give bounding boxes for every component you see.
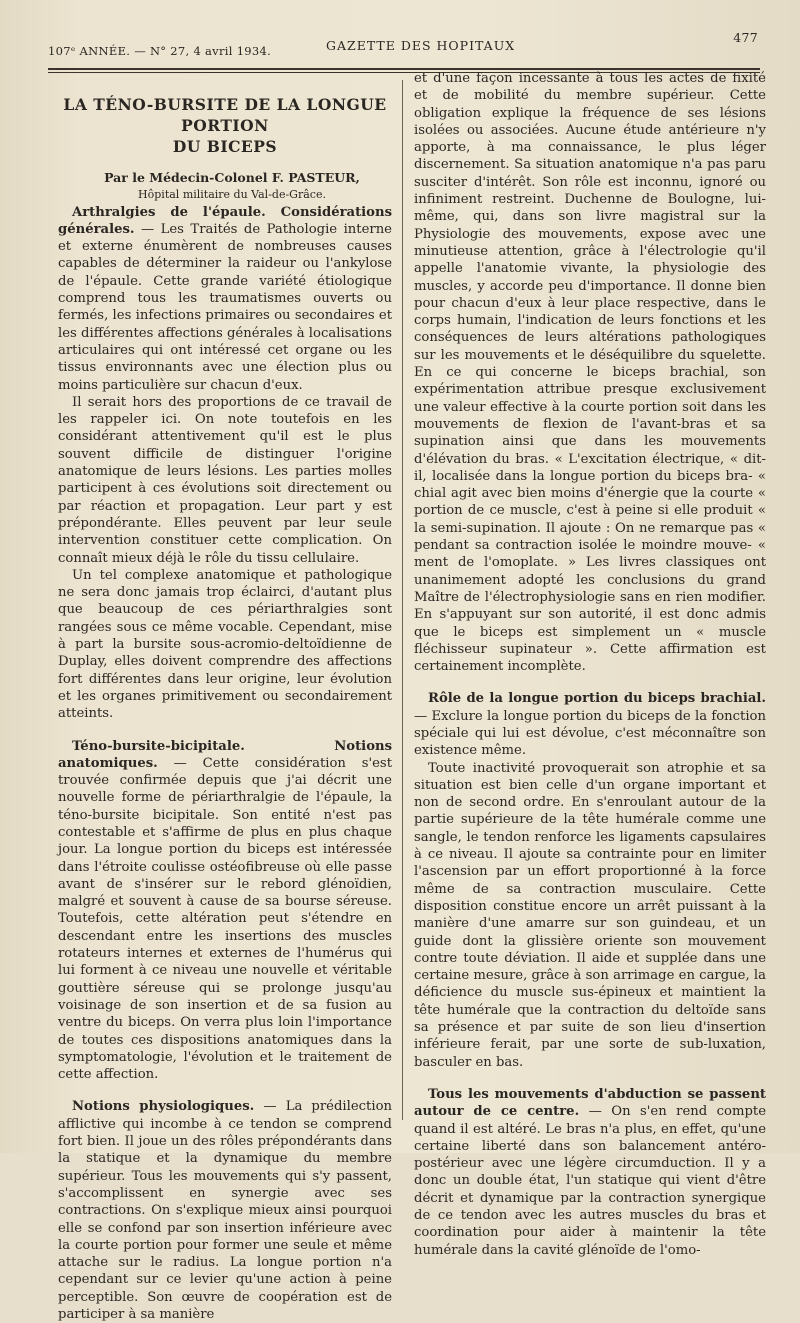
paragraph-text: — Cette considération s'est trouvée confirmée depuis que j'ai décrit une nouvelle forme de périarthralgie de l'épaule, la téno-bursite bicipitale. Son entité n'est pas contestable et s'affirme de plus en plus chaque jour. La longue portion du biceps est intéressée dans l'étroite coulisse ostéofibreuse où elle passe avant de s'insérer sur le rebord glénoïdien, malgré et souvent à cause de sa bourse séreuse. Toutefois, cette altération peut s'étendre en descendant entre les insertions des muscles rotateurs internes et externes de l'humérus qui lui forment à ce niveau une nouvelle et véritable gouttière séreuse qui se prolonge jusqu'au voisinage de son insertion et de sa fusion au ventre du biceps. On verra plus loin l'importance de toutes ces dispositions anatomiques dans la symptomatologie, l'évolution et le traitement de cette affection. bbox=[58, 755, 392, 1083]
section-heading: Rôle de la longue portion du biceps brachial. bbox=[428, 691, 766, 707]
paragraph-text: — Exclure la longue portion du biceps de la fonction spéciale qui lui est dévolue, c'est méconnaître son existence même. bbox=[414, 708, 766, 759]
section-heading: Téno-bursite-bicipitale. Notions anatomiques. bbox=[58, 738, 392, 771]
paragraph: et d'une façon incessante à tous les actes de fixité et de mobilité du membre supérieur. Cette obligation explique la fréquence de ses lésions isolées ou associées. Aucune étude antérieure n'y apporte, à ma connaissance, le plus léger discernement. Sa situation anatomique n'a pas paru susciter d'intérêt. Son rôle est inconnu, ignoré ou infiniment restreint. Duchenne de Boulogne, lui-même, qui, dans son livre magistral sur la Physiologie des mouvements, expose avec une minutieuse attention, grâce à l'électrologie qu'il appelle l'anatomie vivante, la physiologie des muscles, y accorde peu d'importance. Il donne bien pour chacun d'eux à leur place respective, dans le corps humain, l'indication de leurs fonctions et les conséquences de leurs altérations pathologiques sur les mouvements et le déséquilibre du squelette. En ce qui concerne le biceps brachial, son expérimentation attribue presque exclusivement une valeur effective à la courte portion soit dans les mouvements de flexion de l'avant-bras et sa supination ainsi que dans les mouvements d'élévation du bras. « L'excitation électrique, « dit-il, localisée dans la longue portion du biceps bra- « chial agit avec bien moins d'énergie que la courte « portion de ce muscle, c'est à peine si elle produit « la semi-supination. Il ajoute : On ne remarque pas « pendant sa contraction isolée le moindre mouve- « ment de l'omoplate. » Les livres classiques ont unanimement adopté les conclusions du grand Maître de l'électrophysiologie sans en rien modifier. En s'appuyant sur son autorité, il est donc admis que le biceps est simplement un « muscle fléchisseur supinateur ». Cette affirmation est certainement incomplète. bbox=[414, 71, 766, 675]
left-column bbox=[58, 94, 392, 1323]
paragraph: Il serait hors des proportions de ce travail de les rappeler ici. On note toutefois en les considérant attentivement qu'il est le plus souvent difficile de distinguer l'origine anatomique de leurs lésions. Les parties molles participent à ces évolutions soit directement ou par réaction et propagation. Leur part y est prépondérante. Elles peuvent par leur seule intervention constituer cette complication. On connaît mieux déjà le rôle du tissu cellulaire. bbox=[58, 394, 392, 566]
article-affiliation: Hôpital militaire du Val-de-Grâce. bbox=[138, 188, 326, 202]
article-title-line1: LA TÉNO-BURSITE DE LA LONGUE PORTION bbox=[63, 95, 387, 135]
paragraph: Toute inactivité provoquerait son atrophie et sa situation est bien celle d'un organe important et non de second ordre. En s'enroulant autour de la partie supérieure de la tête humérale comme une sangle, le tendon renforce les ligaments capsulaires à ce niveau. Il ajoute sa contrainte pour en limiter l'ascension par un effort proportionné à la force même de sa contraction musculaire. Cette disposition constitue encore un arrêt puissant à la manière d'une amarre sur son guindeau, et un guide dont la glissière oriente son mouvement contre toute déviation. Il aide et supplée dans une certaine mesure, grâce à son arrimage en cargue, la déficience du muscle sus-épineux et maintient la tête humérale que la contraction du deltoïde sans sa présence et par suite de son lieu d'insertion inférieure ferait, par une sorte de sub-luxation, basculer en bas. bbox=[414, 760, 766, 1070]
column-divider bbox=[402, 80, 403, 1120]
section-heading: Notions physiologiques. bbox=[72, 1099, 255, 1115]
page-header bbox=[48, 30, 758, 66]
paragraph bbox=[414, 1086, 766, 1259]
paragraph-text: — Les Traités de Pathologie interne et externe énumèrent de nombreuses causes capables de déterminer la raideur ou l'ankylose de l'épaule. Cette grande variété étiologique comprend tous les traumatismes ouverts ou fermés, les infections primaires ou secondaires et les différentes affections générales à localisations articulaires qui ont intéressé cet organe ou les tissus environnants avec une élection plus ou moins particulière sur chacun d'eux. bbox=[58, 221, 392, 393]
section-heading: Arthralgies de l'épaule. Considérations générales. bbox=[58, 204, 392, 237]
paragraph-text: — On s'en rend compte quand il est altéré. Le bras n'a plus, en effet, qu'une certaine liberté dans son balancement antéro-postérieur avec une légère circumduction. Il y a donc un double état, l'un statique qui vient d'être décrit et dynamique par la contraction synergique de ce tendon avec les autres muscles du bras et coordination pour aider à maintenir la tête humérale dans la cavité glénoïde de l'omo- bbox=[414, 1104, 767, 1258]
article-title bbox=[58, 94, 392, 157]
journal-name: GAZETTE DES HOPITAUX bbox=[326, 38, 516, 53]
section-heading: Tous les mouvements d'abduction se passent autour de ce centre. bbox=[414, 1086, 766, 1120]
paragraph: Un tel complexe anatomique et pathologique ne sera donc jamais trop éclairci, d'autant plus que beaucoup de ces périarthralgies sont rangées sous ce même vocable. Cependant, mise à part la bursite sous-acromio-deltoïdienne de Duplay, elles doivent comprendre des affections fort différentes dans leur origine, leur évolution et les organes primitivement ou secondairement atteints. bbox=[58, 567, 392, 722]
issue-info: 107ᵉ ANNÉE. — N° 27, 4 avril 1934. bbox=[48, 44, 272, 58]
paragraph bbox=[58, 738, 392, 1084]
paragraph-text: — La prédilection afflictive qui incombe à ce tendon se comprend fort bien. Il joue un des rôles prépondérants dans la statique et la dynamique du membre supérieur. Tous les mouvements qui s'y passent, s'accomplissent en synergie avec ses contractions. On s'explique mieux ainsi pourquoi elle se confond par son insertion inférieure avec la courte portion pour former une seule et même attache sur le radius. La longue portion n'a cependant sur ce levier qu'une action à peine perceptible. Son œuvre de coopération est de participer à sa manière bbox=[58, 1099, 393, 1322]
article-title-line2: DU BICEPS bbox=[172, 137, 278, 156]
paragraph bbox=[58, 204, 392, 394]
page-number: 477 bbox=[733, 30, 758, 45]
article-author: Par le Médecin-Colonel F. PASTEUR, bbox=[104, 170, 360, 185]
right-column bbox=[414, 70, 766, 1259]
paragraph bbox=[414, 690, 766, 759]
paragraph bbox=[58, 1098, 392, 1323]
